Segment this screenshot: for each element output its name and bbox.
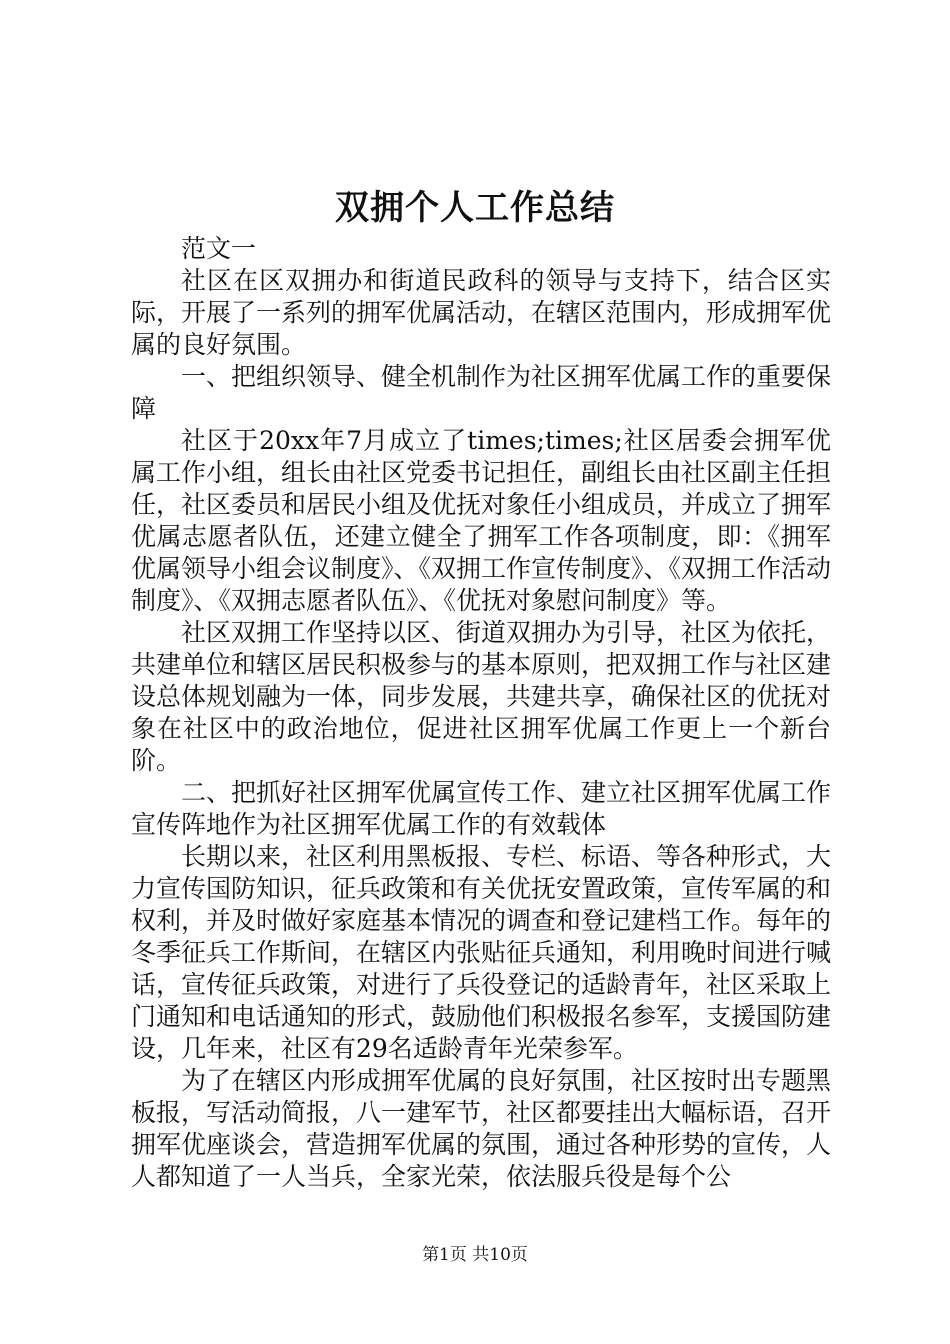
section-heading-1: 一、把组织领导、健全机制作为社区拥军优属工作的重要保障 [131, 362, 832, 423]
paragraph-publicity: 长期以来，社区利用黑板报、专栏、标语、等各种形式，大力宣传国防知识，征兵政策和有关优抚安置政策，宣传军属的和权利，并及时做好家庭基本情况的调查和登记建档工作。每年的冬季征兵工作斯间，在辖区内张贴征兵通知，利用晚时间进行喊话，宣传征兵政策，对进行了兵役登记的适龄青年，社区采取上门通知和电话通知的形式，鼓励他们积极报名参军，支援国防建设，几年来，社区有29名适龄青年光荣参军。 [131, 842, 832, 1063]
paragraph-atmosphere: 为了在辖区内形成拥军优属的良好氛围，社区按时出专题黑板报，写活动简报，八一建军节，社区都要挂出大幅标语，召开拥军优座谈会，营造拥军优属的氛围，通过各种形势的宣传，人人都知道了一人当兵，全家光荣，依法服兵役是每个公 [131, 1066, 832, 1191]
section-heading-2: 二、把抓好社区拥军优属宣传工作、建立社区拥军优属工作宣传阵地作为社区拥军优属工作的有效载体 [131, 778, 832, 839]
document-title: 双拥个人工作总结 [335, 188, 615, 228]
document-body [131, 233, 831, 1193]
paragraph-intro: 社区在区双拥办和街道民政科的领导与支持下，结合区实际，开展了一系列的拥军优属活动，在辖区范围内，形成拥军优属的良好氛围。 [131, 266, 832, 359]
paragraph-label: 范文一 [181, 234, 257, 263]
paragraph-organization: 社区于20xx年7月成立了times;times;社区居委会拥军优属工作小组，组长由社区党委书记担任，副组长由社区副主任担任，社区委员和居民小组及优抚对象任小组成员，并成立了拥军优属志愿者队伍，还建立健全了拥军工作各项制度，即：《拥军优属领导小组会议制度》、《双拥工作宣传制度》、《双拥工作活动制度》、《双拥志愿者队伍》、《优抚对象慰问制度》等。 [131, 426, 832, 615]
paragraph-principles: 社区双拥工作坚持以区、街道双拥办为引导，社区为依托，共建单位和辖区居民积极参与的基本原则，把双拥工作与社区建设总体规划融为一体，同步发展，共建共享，确保社区的优抚对象在社区中的政治地位，促进社区拥军优属工作更上一个新台阶。 [131, 618, 832, 775]
page-number: 第1页 共10页 [422, 1245, 528, 1265]
